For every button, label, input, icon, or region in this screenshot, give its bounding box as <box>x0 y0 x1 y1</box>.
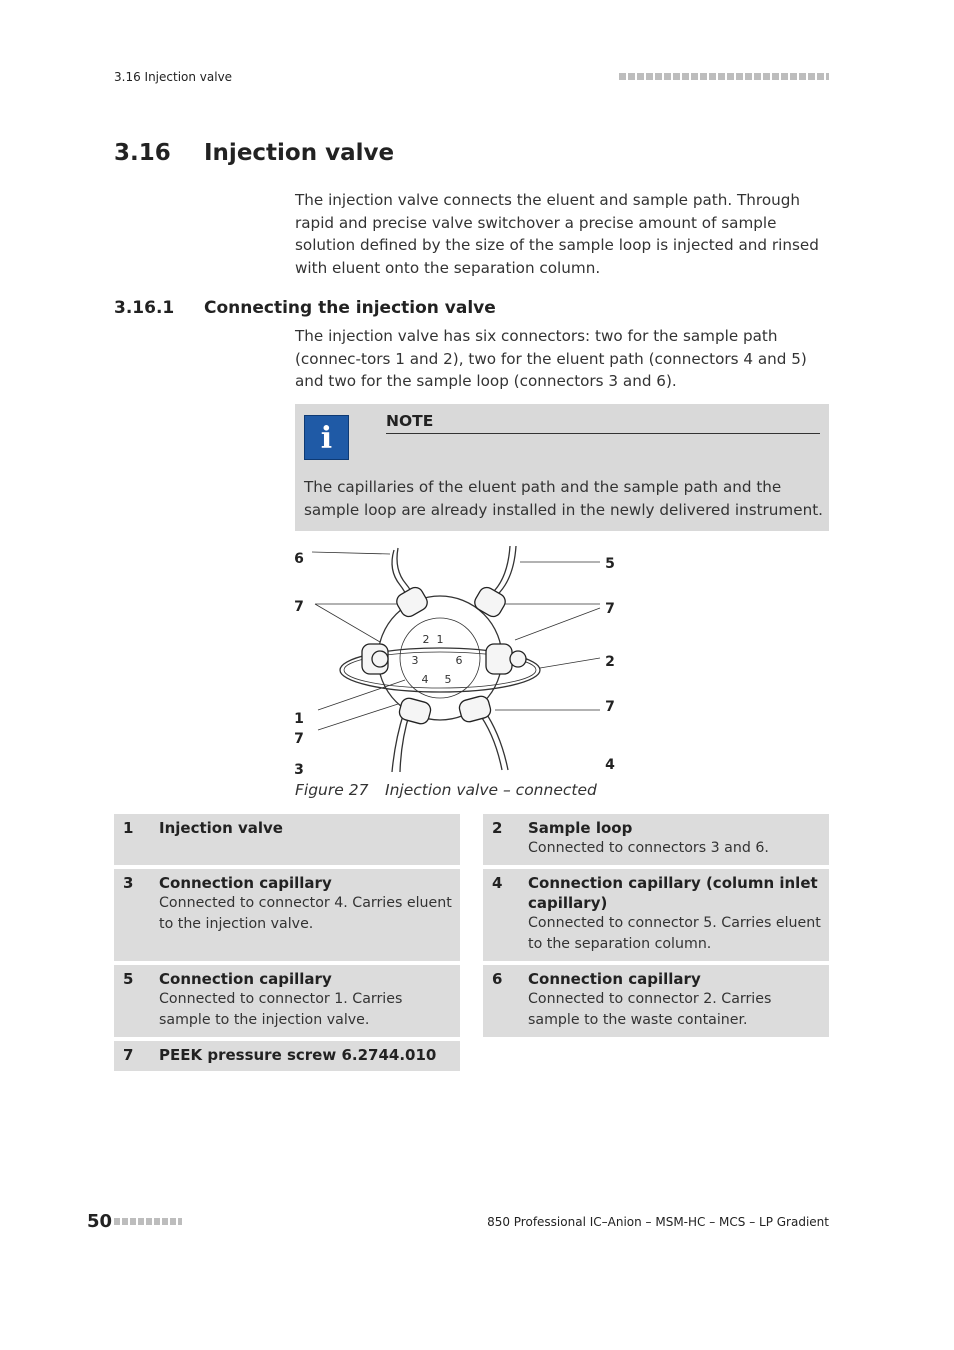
injection-valve-figure <box>290 540 630 780</box>
callout-7: 7 <box>294 731 304 747</box>
legend-item: 7 PEEK pressure screw 6.2744.010 <box>114 1041 460 1071</box>
port-number: 5 <box>444 673 452 686</box>
figure-legend <box>114 814 829 1074</box>
pressure-screw <box>394 585 430 620</box>
callout-7: 7 <box>605 699 615 715</box>
pressure-screw <box>472 585 508 620</box>
note-title: NOTE <box>386 412 820 434</box>
header-decoration <box>619 73 829 80</box>
figure-caption <box>295 781 597 799</box>
callout-1: 1 <box>294 711 304 727</box>
port-number: 6 <box>455 654 463 667</box>
running-header: 3.16 Injection valve <box>114 70 233 84</box>
callout-2: 2 <box>605 654 615 670</box>
footer-product: 850 Professional IC–Anion – MSM-HC – MCS – LP Gradient <box>487 1215 829 1229</box>
subsection-number: 3.16.1 <box>114 298 175 318</box>
note-text: The capillaries of the eluent path and the sample path and the sample loop are already installed in the newly delivered instrument. <box>304 478 823 519</box>
port-number: 1 <box>436 633 444 646</box>
note-box <box>295 404 829 531</box>
page-number: 50 <box>87 1211 113 1232</box>
legend-item: 2 Sample loop Connected to connectors 3 and 6. <box>483 814 829 865</box>
pressure-screw <box>398 696 433 725</box>
callout-7: 7 <box>294 599 304 615</box>
callout-4: 4 <box>605 757 615 773</box>
subsection-title: Connecting the injection valve <box>204 298 496 318</box>
intro-paragraph: The injection valve connects the eluent and sample path. Through rapid and precise valve switchover a precise amount of sample solution defined by the size of the sample loop is injected and rinsed with eluent onto the separation column. <box>295 191 819 277</box>
section-number: 3.16 <box>114 140 171 166</box>
connectors-paragraph: The injection valve has six connectors: two for the sample path (connec-tors 1 and 2), two for the eluent path (connectors 4 and 5) and two for the sample loop (connectors 3 and 6). <box>295 327 807 391</box>
legend-item: 1 Injection valve <box>114 814 460 865</box>
pressure-screw <box>486 644 512 674</box>
legend-item: 4 Connection capillary (column inlet capillary) Connected to connector 5. Carries eluent to the separation column. <box>483 869 829 961</box>
pressure-screw <box>458 694 493 723</box>
legend-item: 6 Connection capillary Connected to connector 2. Carries sample to the waste container. <box>483 965 829 1037</box>
footer-decoration <box>114 1218 182 1225</box>
figure-title: Injection valve – connected <box>385 781 597 799</box>
port-number: 2 <box>422 633 430 646</box>
callout-3: 3 <box>294 762 304 778</box>
callout-5: 5 <box>605 556 615 572</box>
subsection-heading <box>114 298 496 318</box>
port-number: 3 <box>411 654 419 667</box>
legend-item: 5 Connection capillary Connected to connector 1. Carries sample to the injection valve. <box>114 965 460 1037</box>
info-icon: i <box>304 415 349 460</box>
callout-6: 6 <box>294 551 304 567</box>
section-heading <box>114 140 394 166</box>
legend-item: 3 Connection capillary Connected to connector 4. Carries eluent to the injection valve. <box>114 869 460 961</box>
section-title: Injection valve <box>204 140 395 166</box>
port-number: 4 <box>421 673 429 686</box>
figure-label: Figure 27 <box>295 781 369 799</box>
callout-7: 7 <box>605 601 615 617</box>
